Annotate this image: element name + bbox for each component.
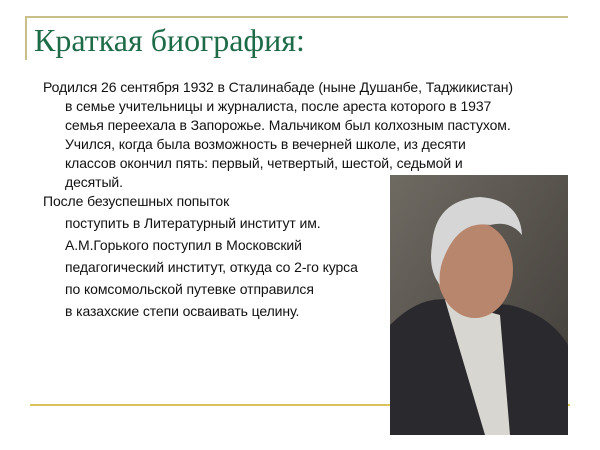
top-rule [25, 16, 568, 18]
bio-line: семья переехала в Запорожье. Мальчиком был колхозным пастухом. [65, 117, 511, 133]
portrait-photo [390, 175, 568, 435]
bio-line: А.М.Горького поступил в Московский [65, 237, 302, 253]
bio-line: в казахские степи осваивать целину. [65, 303, 300, 319]
bio-line: по комсомольской путевке отправился [65, 281, 314, 297]
bio-line: поступить в Литературный институт им. [65, 215, 321, 231]
bio-line: в семье учительницы и журналиста, после ареста которого в 1937 [65, 98, 492, 114]
bio-line: Родился 26 сентября 1932 в Сталинабаде (ныне Душанбе, Таджикистан) [43, 79, 513, 95]
bio-line: После безуспешных попыток [43, 193, 230, 209]
bio-line: педагогический институт, откуда со 2-го курса [65, 259, 358, 275]
bio-line: десятый. [65, 174, 123, 190]
left-rule [25, 16, 27, 60]
slide-title: Краткая биография: [34, 22, 305, 58]
bio-line: Учился, когда была возможность в вечерней школе, из десяти [65, 136, 466, 152]
bio-line: классов окончил пять: первый, четвертый, шестой, седьмой и [65, 155, 463, 171]
